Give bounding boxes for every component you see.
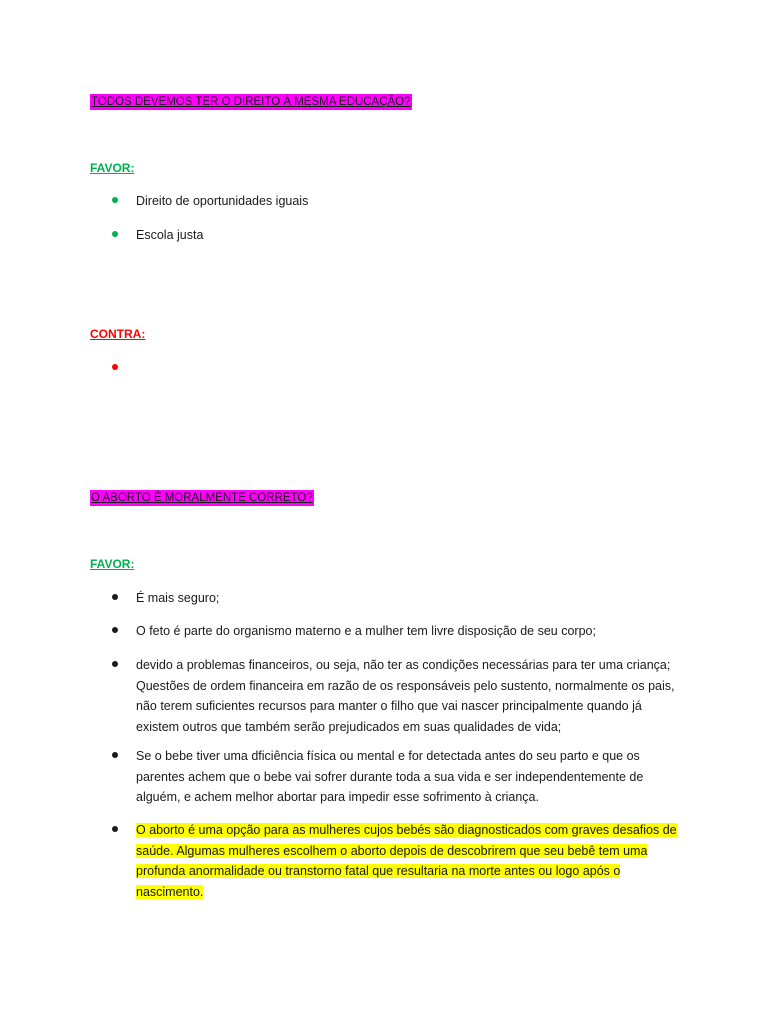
list-item <box>112 191 682 212</box>
highlighted-text: O aborto é uma opção para as mulheres cujos bebés são diagnosticados com graves desafios de saúde. Algumas mulheres escolhem o aborto depois de descobrirem que seu bebê tem uma profunda anormalidade ou transtorno fatal que resultaria na morte antes ou logo após o nascimento. <box>136 823 677 899</box>
section2-favor-label: FAVOR: <box>90 557 135 571</box>
bullet-icon <box>112 627 118 633</box>
red-bullet-icon <box>112 364 118 370</box>
list-item <box>112 820 682 902</box>
bullet-icon <box>112 752 118 758</box>
list-item <box>112 655 682 737</box>
list-item <box>112 358 682 370</box>
section1-contra-label: CONTRA: <box>90 327 146 341</box>
bullet-icon <box>112 594 118 600</box>
list-item-text: Escola justa <box>136 228 204 242</box>
bullet-icon <box>112 826 118 832</box>
list-item <box>112 225 682 246</box>
bullet-icon <box>112 661 118 667</box>
list-item <box>112 621 682 642</box>
list-item-text <box>136 820 682 902</box>
list-item-text: Direito de oportunidades iguais <box>136 194 309 208</box>
section1-favor-label: FAVOR: <box>90 161 135 175</box>
section2-question: O ABORTO É MORALMENTE CORRETO? <box>91 492 313 504</box>
green-bullet-icon <box>112 231 118 237</box>
list-item-text: devido a problemas financeiros, ou seja, não ter as condições necessárias para ter uma criança; Questões de ordem financeira em razão de os responsáveis pelo sustento, normalmente os pais, não terem suficientes recursos para manter o filho que vai nascer principalmente quando já existem outros que também serão prejudicados em suas qualidades de vida; <box>136 658 675 734</box>
list-item-text: É mais seguro; <box>136 591 220 605</box>
section1-question: TODOS DEVEMOS TER O DIREITO Á MESMA EDUCAÇÃO? <box>91 96 411 108</box>
list-item <box>112 588 682 609</box>
list-item-text: O feto é parte do organismo materno e a mulher tem livre disposição de seu corpo; <box>136 624 596 638</box>
list-item <box>112 746 682 808</box>
list-item-text: Se o bebe tiver uma dficiência física ou mental e for detectada antes do seu parto e que os parentes achem que o bebe vai sofrer durante toda a sua vida e ser independentemente de alguém, e achem melhor abortar para impedir esse sofrimento à criança. <box>136 749 644 804</box>
green-bullet-icon <box>112 197 118 203</box>
